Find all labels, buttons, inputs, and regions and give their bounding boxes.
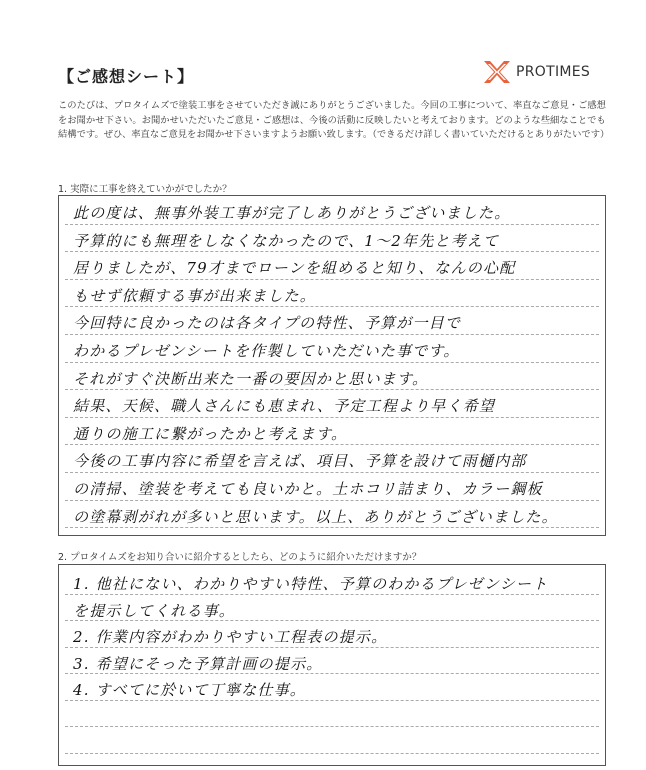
handwritten-answer-line: わかるプレゼンシートを作製していただいた事です。	[73, 342, 460, 360]
ruled-line	[65, 224, 599, 225]
handwritten-answer-line: 4. すべてに於いて丁寧な仕事。	[73, 681, 306, 699]
handwritten-answer-line: 今回特に良かったのは各タイプの特性、予算が一目で	[73, 314, 462, 333]
handwritten-answer-line: もせず依頼する事が出来ました。	[73, 286, 317, 305]
ruled-line	[65, 726, 599, 727]
handwritten-answer-line: 此の度は、無事外装工事が完了しありがとうございました。	[73, 204, 511, 222]
handwritten-answer-line: 1. 他社にない、わかりやすい特性、予算のわかるプレゼンシート	[73, 575, 549, 593]
question-2-answer-box	[58, 564, 606, 766]
handwritten-answer-line: 居りましたが、79才までローンを組めると知り、なんの心配	[73, 259, 516, 278]
handwritten-answer-line: を提示してくれる事。	[73, 601, 236, 620]
handwritten-answer-line: 予算的にも無理をしなくなかったので、1〜2年先と考えて	[73, 231, 500, 250]
ruled-line	[65, 251, 599, 252]
question-2-label: 2. プロタイムズをお知り合いに紹介するとしたら、どのように紹介いただけますか？	[58, 552, 422, 563]
handwritten-answer-line: 今後の工事内容に希望を言えば、項目、予算を設けて雨樋内部	[73, 452, 527, 471]
brand-logo	[482, 58, 590, 86]
handwritten-answer-line: の清掃、塗装を考えても良いかと。土ホコリ詰まり、カラー鋼板	[73, 480, 543, 498]
handwritten-answer-line: 結果、天候、職人さんにも恵まれ、予定工程より早く希望	[73, 397, 496, 416]
handwritten-answer-line: 3. 希望にそった予算計画の提示。	[73, 654, 323, 673]
ruled-line	[65, 527, 599, 528]
protimes-x-logo-icon	[482, 58, 512, 86]
intro-paragraph: このたびは、プロタイムズで塗装工事をさせていただき誠にありがとうございました。今回の工事について、率直なご意見・ご感想をお聞かせ下さい。お聞かせいただいたご意見・ご感想は、今後の活動に反映したいと考えております。どのような些細なことでも結構です。ぜひ、率直なご意見をお聞かせ下さいますようお願い致します。（できるだけ詳しく書いていただけるとありがたいです）	[58, 100, 610, 141]
ruled-line	[65, 444, 599, 445]
ruled-line	[65, 472, 599, 473]
ruled-line	[65, 389, 599, 390]
ruled-line	[65, 500, 599, 501]
handwritten-answer-line: 通りの施工に繋がったかと考えます。	[73, 424, 348, 443]
ruled-line	[65, 753, 599, 754]
ruled-line	[65, 279, 599, 280]
handwritten-answer-line: それがすぐ決断出来た一番の要因かと思います。	[73, 369, 429, 388]
question-1-label: 1. 実際に工事を終えていかがでしたか？	[58, 184, 232, 195]
question-1-answer-box	[58, 195, 606, 536]
ruled-line	[65, 362, 599, 363]
ruled-line	[65, 334, 599, 335]
handwritten-answer-line: 2. 作業内容がわかりやすい工程表の提示。	[73, 628, 388, 646]
page-title: 【ご感想シート】	[58, 67, 195, 86]
ruled-line	[65, 417, 599, 418]
brand-name: PROTIMES	[516, 64, 591, 80]
handwritten-answer-line: の塗幕剥がれが多いと思います。以上、ありがとうございました。	[73, 507, 558, 526]
ruled-line	[65, 306, 599, 307]
